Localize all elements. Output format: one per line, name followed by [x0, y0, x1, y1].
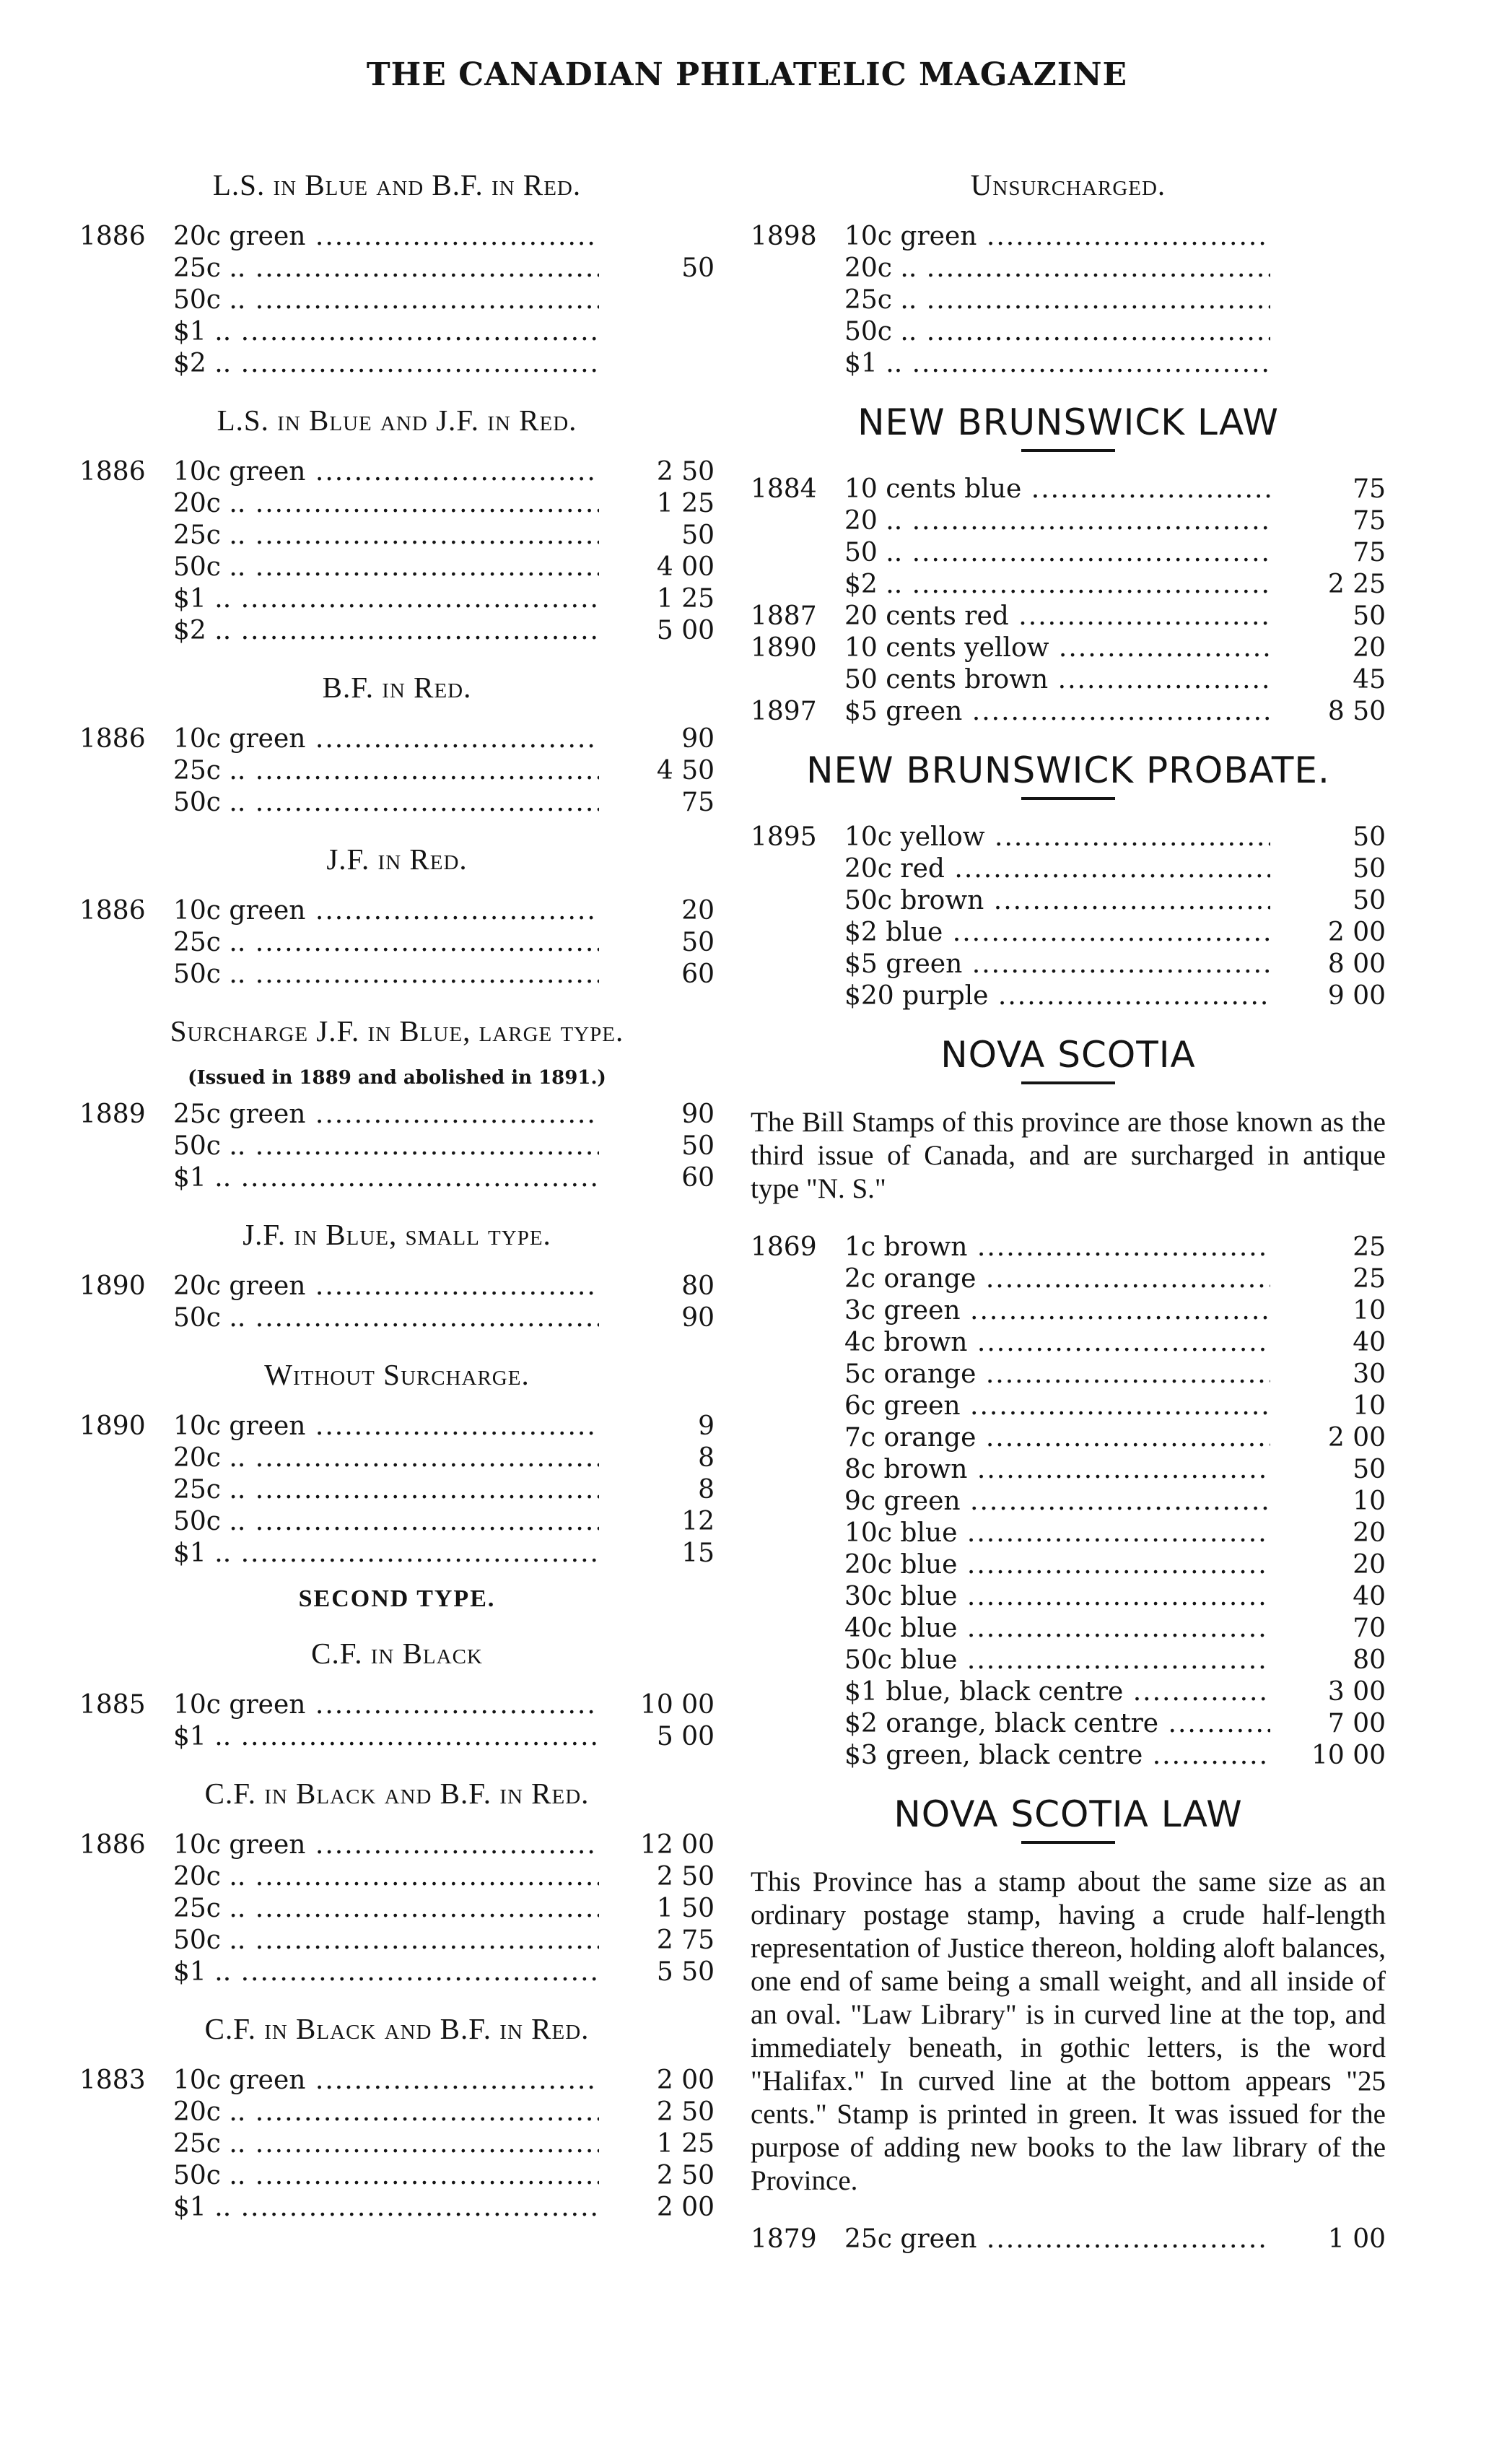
stamp-row: [751, 1613, 1386, 1645]
stamp-description: 50c .. .....: [173, 1925, 599, 1956]
stamp-row: [751, 2224, 1386, 2255]
stamp-description: 10c green .....: [173, 1411, 599, 1442]
stamp-description: $2 .. .....: [844, 569, 1270, 601]
stamp-price: 5 00: [656, 616, 715, 645]
stamp-row: [751, 949, 1386, 980]
stamp-row: [79, 348, 715, 380]
stamp-year: 1886: [79, 457, 146, 487]
stamp-row: [751, 980, 1386, 1012]
stamp-description: $1 .. .....: [173, 1538, 599, 1570]
stamp-price: 50: [1353, 854, 1386, 884]
stamp-year: 1883: [79, 2065, 146, 2095]
stamp-price: 80: [1353, 1645, 1386, 1675]
stamp-price: 90: [681, 1303, 715, 1333]
stamp-price: 1 25: [656, 584, 715, 614]
stamp-description: 25c green .....: [844, 2224, 1270, 2255]
stamp-row: [79, 456, 715, 488]
stamp-description: $1 .. .....: [173, 1956, 599, 1988]
stamp-row: [79, 1271, 715, 1302]
stamp-year: 1890: [79, 1271, 146, 1301]
stamp-row: [79, 1829, 715, 1861]
stamp-description: 50c .. .....: [173, 1131, 599, 1162]
type-heading: SECOND TYPE.: [298, 1585, 496, 1612]
stamp-description: 20c blue .....: [844, 1549, 1270, 1581]
stamp-row: [79, 583, 715, 615]
stamp-row: [79, 2128, 715, 2160]
section-note: (Issued in 1889 and abolished in 1891.): [188, 1067, 606, 1089]
stamp-price: 2 50: [656, 2097, 715, 2127]
stamp-description: 50c .. .....: [173, 1302, 599, 1334]
stamp-price: 2 50: [656, 2161, 715, 2190]
stamp-row: [751, 1422, 1386, 1454]
stamp-year: 1897: [751, 697, 817, 726]
stamp-row: [79, 1721, 715, 1753]
title-rule: [1021, 1081, 1115, 1084]
section-heading: B.F. in Red.: [322, 671, 472, 704]
stamp-description: 10c yellow .....: [844, 822, 1270, 853]
stamp-year: 1890: [79, 1411, 146, 1441]
section-heading: J.F. in Blue, small type.: [243, 1218, 551, 1251]
catalogue-section: [79, 842, 715, 991]
stamp-price: 50: [681, 1131, 715, 1161]
stamp-price: 2 00: [1327, 1423, 1386, 1453]
stamp-row: [751, 601, 1386, 632]
stamp-price: 2 50: [656, 457, 715, 487]
stamp-row: [751, 474, 1386, 505]
stamp-row: [751, 1359, 1386, 1390]
stamp-price: 60: [681, 1163, 715, 1193]
stamp-description: 50 cents brown .....: [844, 664, 1270, 696]
stamp-row: [79, 2097, 715, 2128]
stamp-row: [751, 505, 1386, 537]
stamp-year: 1886: [79, 222, 146, 251]
stamp-price: 75: [681, 788, 715, 817]
stamp-price: 1 50: [656, 1894, 715, 1923]
stamp-price: 7 00: [1327, 1709, 1386, 1738]
section-description: The Bill Stamps of this province are those known as the third issue of Canada, and are surcharged in antique type "N. S.": [751, 1107, 1386, 1204]
stamp-description: 30c blue .....: [844, 1581, 1270, 1613]
stamp-description: 50c .. .....: [844, 316, 1270, 348]
stamp-price: 4 00: [656, 552, 715, 582]
stamp-description: $2 orange, black centre .....: [844, 1708, 1270, 1740]
stamp-description: 25c .. .....: [173, 2128, 599, 2160]
stamp-price: 15: [681, 1538, 715, 1568]
stamp-description: 10c green .....: [173, 2065, 599, 2097]
stamp-row: [79, 488, 715, 520]
stamp-row: [79, 221, 715, 253]
stamp-year: 1885: [79, 1690, 146, 1720]
stamp-price: 9 00: [1327, 981, 1386, 1011]
title-rule: [1021, 449, 1115, 452]
stamp-price: 50: [681, 928, 715, 957]
stamp-price: 75: [1353, 506, 1386, 536]
stamp-price: 2 00: [656, 2193, 715, 2222]
stamp-price: 1 00: [1327, 2224, 1386, 2254]
stamp-row: [751, 1518, 1386, 1549]
stamp-description: 50c .. .....: [173, 1506, 599, 1538]
stamp-description: $2 .. .....: [173, 348, 599, 380]
stamp-row: [79, 1956, 715, 1988]
stamp-description: 25c green .....: [173, 1099, 599, 1131]
stamp-row: [751, 1708, 1386, 1740]
stamp-row: [79, 1302, 715, 1334]
stamp-year: 1886: [79, 724, 146, 754]
stamp-year: 1898: [751, 222, 817, 251]
stamp-description: 25c .. .....: [173, 927, 599, 959]
stamp-price: 12 00: [639, 1830, 715, 1860]
stamp-row: [79, 723, 715, 755]
stamp-row: [751, 664, 1386, 696]
stamp-description: 50c .. .....: [173, 787, 599, 819]
stamp-description: 25c .. .....: [173, 755, 599, 787]
stamp-description: 10c blue .....: [844, 1518, 1270, 1549]
stamp-description: $1 .. .....: [173, 583, 599, 615]
stamp-row: [751, 1486, 1386, 1518]
stamp-year: 1884: [751, 474, 817, 504]
stamp-description: 10c green .....: [173, 456, 599, 488]
stamp-row: [79, 1474, 715, 1506]
stamp-price: 3 00: [1327, 1677, 1386, 1707]
stamp-row: [751, 853, 1386, 885]
section-heading: C.F. in Black and B.F. in Red.: [204, 1777, 590, 1810]
stamp-price: 5 50: [656, 1957, 715, 1987]
stamp-year: 1890: [751, 633, 817, 663]
stamp-description: 20 cents red .....: [844, 601, 1270, 632]
stamp-row: [79, 552, 715, 583]
stamp-row: [751, 221, 1386, 253]
stamp-price: 2 00: [1327, 918, 1386, 947]
stamp-row: [79, 1411, 715, 1442]
stamp-description: 10c green .....: [173, 1829, 599, 1861]
stamp-price: 8: [698, 1475, 715, 1505]
right-column: [751, 144, 1386, 2255]
section-heading: Unsurcharged.: [970, 168, 1166, 201]
stamp-description: 10 cents yellow .....: [844, 632, 1270, 664]
stamp-row: [751, 822, 1386, 853]
stamp-price: 40: [1353, 1582, 1386, 1611]
stamp-row: [79, 1538, 715, 1570]
stamp-row: [79, 1689, 715, 1721]
stamp-price: 12: [681, 1507, 715, 1536]
section-title: NOVA SCOTIA LAW: [894, 1793, 1243, 1835]
stamp-row: [751, 885, 1386, 917]
stamp-price: 50: [681, 253, 715, 283]
stamp-price: 30: [1353, 1359, 1386, 1389]
stamp-description: $2 blue .....: [844, 917, 1270, 949]
stamp-row: [79, 1893, 715, 1925]
stamp-price: 25: [1353, 1232, 1386, 1262]
stamp-row: [79, 1925, 715, 1956]
catalogue-section: [751, 401, 1386, 728]
stamp-price: 10: [1353, 1391, 1386, 1421]
stamp-price: 70: [1353, 1614, 1386, 1643]
stamp-price: 90: [681, 1100, 715, 1129]
stamp-description: 25c .. .....: [173, 1474, 599, 1506]
stamp-row: [79, 1861, 715, 1893]
stamp-description: 20c red .....: [844, 853, 1270, 885]
stamp-year: 1887: [751, 601, 817, 631]
section-heading: J.F. in Red.: [326, 843, 468, 876]
stamp-description: $1 blue, black centre .....: [844, 1676, 1270, 1708]
stamp-row: [79, 316, 715, 348]
stamp-description: 20c .. .....: [844, 253, 1270, 284]
stamp-description: 25c .. .....: [173, 520, 599, 552]
catalogue-section: [79, 1217, 715, 1334]
stamp-price: 50: [1353, 886, 1386, 915]
stamp-year: 1889: [79, 1100, 146, 1129]
catalogue-section: [79, 167, 715, 380]
stamp-row: [751, 1645, 1386, 1676]
section-description: This Province has a stamp about the same size as an ordinary postage stamp, having a crude half-length representation of Justice thereon, holding aloft balances, one end of same being a small weight, and all inside of an oval. "Law Library" is in curved line at the top, and immediately beneath, in gothic letters, is the word "Halifax." In curved line at the bottom appears "25 cents." Stamp is printed in green. It was issued for the purpose of adding new books to the law library of the Province.: [751, 1866, 1386, 2196]
stamp-price: 4 50: [656, 756, 715, 785]
stamp-row: [79, 1442, 715, 1474]
stamp-description: $1 .. .....: [173, 1721, 599, 1753]
stamp-price: 45: [1353, 665, 1386, 695]
stamp-year: 1886: [79, 896, 146, 926]
stamp-description: $3 green, black centre .....: [844, 1740, 1270, 1772]
stamp-price: 20: [1353, 1518, 1386, 1548]
catalogue-section: [751, 1793, 1386, 2255]
stamp-row: [751, 348, 1386, 380]
stamp-description: 50c .. .....: [173, 959, 599, 991]
stamp-row: [751, 1263, 1386, 1295]
stamp-row: [79, 1131, 715, 1162]
stamp-price: 8 00: [1327, 949, 1386, 979]
title-rule: [1021, 1841, 1115, 1844]
catalogue-section: [79, 1357, 715, 1570]
stamp-description: 10c green .....: [844, 221, 1270, 253]
section-title: NEW BRUNSWICK PROBATE.: [806, 749, 1330, 791]
stamp-description: 50c blue .....: [844, 1645, 1270, 1676]
page-title: THE CANADIAN PHILATELIC MAGAZINE: [366, 56, 1128, 93]
stamp-price: 75: [1353, 474, 1386, 504]
stamp-price: 2 50: [656, 1862, 715, 1891]
stamp-description: 6c green .....: [844, 1390, 1270, 1422]
catalogue-section: [751, 1034, 1386, 1772]
stamp-row: [751, 537, 1386, 569]
stamp-description: 20c .. .....: [173, 1861, 599, 1893]
stamp-row: [751, 1327, 1386, 1359]
stamp-description: 50c .. .....: [173, 284, 599, 316]
section-title: NEW BRUNSWICK LAW: [857, 401, 1279, 443]
stamp-row: [79, 755, 715, 787]
stamp-row: [79, 615, 715, 647]
stamp-row: [751, 1454, 1386, 1486]
left-column: [79, 144, 715, 2224]
stamp-price: 1 25: [656, 2129, 715, 2159]
stamp-description: 4c brown .....: [844, 1327, 1270, 1359]
catalogue-section: [79, 2011, 715, 2224]
stamp-price: 10: [1353, 1486, 1386, 1516]
stamp-description: 8c brown .....: [844, 1454, 1270, 1486]
stamp-price: 60: [681, 959, 715, 989]
stamp-row: [79, 1506, 715, 1538]
stamp-row: [79, 787, 715, 819]
stamp-row: [751, 632, 1386, 664]
stamp-row: [751, 316, 1386, 348]
stamp-price: 20: [1353, 633, 1386, 663]
stamp-price: 25: [1353, 1264, 1386, 1294]
stamp-row: [79, 2192, 715, 2224]
stamp-price: 2 00: [656, 2065, 715, 2095]
stamp-description: 10c green .....: [173, 723, 599, 755]
stamp-row: [79, 1099, 715, 1131]
stamp-row: [751, 284, 1386, 316]
section-heading: C.F. in Black: [311, 1637, 483, 1670]
stamp-description: 20c .. .....: [173, 1442, 599, 1474]
stamp-row: [751, 1295, 1386, 1327]
stamp-price: 5 00: [656, 1722, 715, 1751]
stamp-price: 20: [1353, 1550, 1386, 1580]
stamp-row: [751, 1390, 1386, 1422]
stamp-row: [751, 253, 1386, 284]
stamp-year: 1869: [751, 1232, 817, 1262]
stamp-description: 25c .. .....: [173, 253, 599, 284]
stamp-price: 90: [681, 724, 715, 754]
catalogue-section: [79, 1585, 715, 1753]
stamp-row: [79, 2065, 715, 2097]
title-rule: [1021, 797, 1115, 800]
catalogue-section: [79, 1014, 715, 1194]
catalogue-section: [79, 670, 715, 819]
section-heading: L.S. in Blue and B.F. in Red.: [212, 168, 582, 201]
stamp-row: [79, 1162, 715, 1194]
stamp-description: 1c brown .....: [844, 1232, 1270, 1263]
stamp-row: [751, 696, 1386, 728]
stamp-row: [79, 959, 715, 991]
stamp-description: 50c .. .....: [173, 2160, 599, 2192]
section-title: NOVA SCOTIA: [940, 1034, 1196, 1076]
stamp-description: 2c orange .....: [844, 1263, 1270, 1295]
stamp-description: 40c blue .....: [844, 1613, 1270, 1645]
stamp-row: [751, 917, 1386, 949]
stamp-row: [751, 1740, 1386, 1772]
stamp-description: $2 .. .....: [173, 615, 599, 647]
stamp-price: 40: [1353, 1328, 1386, 1357]
stamp-description: $20 purple .....: [844, 980, 1270, 1012]
stamp-price: 20: [681, 896, 715, 926]
stamp-price: 50: [1353, 822, 1386, 852]
stamp-row: [79, 895, 715, 927]
stamp-row: [79, 284, 715, 316]
section-heading: Surcharge J.F. in Blue, large type.: [170, 1014, 624, 1048]
stamp-row: [751, 1581, 1386, 1613]
stamp-price: 50: [1353, 1455, 1386, 1484]
stamp-price: 50: [681, 521, 715, 550]
stamp-price: 8: [698, 1443, 715, 1473]
stamp-price: 9: [698, 1411, 715, 1441]
stamp-price: 1 25: [656, 489, 715, 518]
stamp-description: $1 .. .....: [173, 2192, 599, 2224]
stamp-price: 75: [1353, 538, 1386, 567]
stamp-description: 9c green .....: [844, 1486, 1270, 1518]
stamp-description: 25c .. .....: [173, 1893, 599, 1925]
stamp-row: [751, 1549, 1386, 1581]
stamp-row: [751, 1676, 1386, 1708]
stamp-year: 1886: [79, 1830, 146, 1860]
stamp-description: 10c green .....: [173, 895, 599, 927]
stamp-row: [79, 520, 715, 552]
stamp-year: 1895: [751, 822, 817, 852]
stamp-row: [751, 1232, 1386, 1263]
stamp-year: 1879: [751, 2224, 817, 2254]
stamp-description: 50 .. .....: [844, 537, 1270, 569]
stamp-description: 50c .. .....: [173, 552, 599, 583]
stamp-price: 10: [1353, 1296, 1386, 1325]
stamp-description: 3c green .....: [844, 1295, 1270, 1327]
catalogue-section: [79, 1776, 715, 1988]
stamp-description: 20c .. .....: [173, 488, 599, 520]
stamp-row: [751, 569, 1386, 601]
section-heading: C.F. in Black and B.F. in Red.: [204, 2012, 590, 2045]
stamp-price: 80: [681, 1271, 715, 1301]
stamp-description: 25c .. .....: [844, 284, 1270, 316]
stamp-row: [79, 253, 715, 284]
stamp-price: 10 00: [639, 1690, 715, 1720]
stamp-description: 20c .. .....: [173, 2097, 599, 2128]
stamp-description: $1 .. .....: [173, 1162, 599, 1194]
section-heading: L.S. in Blue and J.F. in Red.: [217, 404, 577, 437]
stamp-description: 10 cents blue .....: [844, 474, 1270, 505]
stamp-description: 50c brown .....: [844, 885, 1270, 917]
section-heading: Without Surcharge.: [264, 1358, 530, 1391]
stamp-description: 20c green .....: [173, 1271, 599, 1302]
catalogue-section: [79, 403, 715, 647]
stamp-row: [79, 927, 715, 959]
stamp-description: 10c green .....: [173, 1689, 599, 1721]
stamp-description: $5 green .....: [844, 696, 1270, 728]
stamp-row: [79, 2160, 715, 2192]
stamp-price: 2 75: [656, 1925, 715, 1955]
stamp-description: $1 .. .....: [173, 316, 599, 348]
stamp-description: $1 .. .....: [844, 348, 1270, 380]
catalogue-section: [751, 749, 1386, 1012]
stamp-price: 50: [1353, 601, 1386, 631]
stamp-price: 10 00: [1311, 1741, 1386, 1770]
catalogue-section: [751, 167, 1386, 380]
stamp-price: 8 50: [1327, 697, 1386, 726]
stamp-description: 5c orange .....: [844, 1359, 1270, 1390]
stamp-description: 20c green .....: [173, 221, 599, 253]
stamp-description: 7c orange .....: [844, 1422, 1270, 1454]
stamp-description: $5 green .....: [844, 949, 1270, 980]
stamp-description: 20 .. .....: [844, 505, 1270, 537]
stamp-price: 2 25: [1327, 570, 1386, 599]
